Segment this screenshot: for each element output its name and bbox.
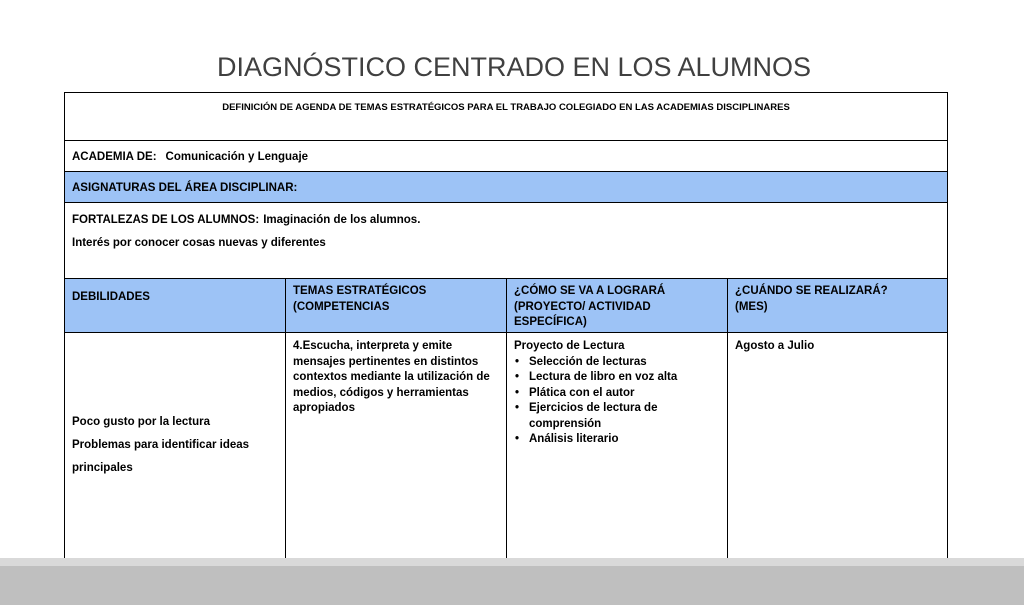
page-title: DIAGNÓSTICO CENTRADO EN LOS ALUMNOS	[216, 52, 812, 82]
column-divider	[285, 279, 286, 568]
agenda-table	[64, 92, 948, 569]
table-header-text: DEFINICIÓN DE AGENDA DE TEMAS ESTRATÉGICOS PARA EL TRABAJO COLEGIADO EN LAS ACADEMIAS DISCIPLINARES	[222, 102, 790, 113]
column-divider	[727, 279, 728, 568]
tema-cell: 4.Escucha, interpreta y emite mensajes pertinentes en distintos contextos mediante la utilización de medios, códigos y herramientas apropiados	[293, 340, 490, 414]
column-divider	[506, 279, 507, 568]
list-item: • Ejercicios de lectura de comprensión	[515, 402, 658, 430]
cuando-cell: Agosto a Julio	[735, 340, 815, 352]
col-header-como	[514, 284, 719, 331]
academia-value: Comunicación y Lenguaje	[165, 151, 309, 163]
list-item: • Plática con el autor	[514, 386, 719, 402]
fortalezas-label: FORTALEZAS DE LOS ALUMNOS:	[72, 214, 260, 226]
fortalezas-row	[65, 203, 947, 279]
bullet-icon: •	[515, 386, 520, 399]
list-item: • Lectura de libro en voz alta	[514, 370, 719, 386]
bullet-icon: •	[515, 402, 520, 414]
col-header-cuando-line1: ¿CUÁNDO SE REALIZARÁ?	[735, 285, 888, 297]
fortalezas-line2: Interés por conocer cosas nuevas y diferentes	[72, 237, 326, 249]
debilidad-item: principales	[72, 462, 133, 474]
list-item: • Selección de lecturas	[514, 355, 719, 371]
bottom-band	[0, 558, 1024, 605]
list-item: • Análisis literario	[514, 432, 719, 448]
fortalezas-value: Imaginación de los alumnos.	[263, 214, 421, 226]
proyecto-list	[514, 355, 719, 448]
debilidad-item: Problemas para identificar ideas	[72, 439, 250, 451]
bullet-icon: •	[515, 433, 520, 445]
debilidad-item: Poco gusto por la lectura	[72, 416, 211, 428]
col-header-como-line1: ¿CÓMO SE VA A LOGRARÁ	[514, 285, 666, 297]
proyecto-title: Proyecto de Lectura	[514, 340, 625, 352]
col-header-debilidades: DEBILIDADES	[72, 291, 150, 303]
asignaturas-label: ASIGNATURAS DEL ÁREA DISCIPLINAR:	[72, 182, 298, 194]
table-header-row	[65, 93, 947, 141]
academia-label: ACADEMIA DE:	[72, 151, 157, 163]
col-header-temas-line2: (COMPETENCIAS	[293, 300, 390, 313]
debilidades-cell	[72, 411, 277, 480]
col-header-como-line2: (PROYECTO/ ACTIVIDAD ESPECÍFICA)	[514, 300, 651, 328]
academia-row	[65, 141, 947, 172]
col-header-temas	[293, 284, 498, 315]
col-header-temas-line1: TEMAS ESTRATÉGICOS	[293, 285, 427, 297]
proyecto-cell	[514, 339, 719, 448]
asignaturas-row	[65, 172, 947, 203]
bullet-icon: •	[515, 371, 520, 383]
col-header-cuando-line2: (MES)	[735, 300, 768, 313]
bullet-icon: •	[515, 355, 520, 368]
col-header-cuando	[735, 284, 940, 315]
